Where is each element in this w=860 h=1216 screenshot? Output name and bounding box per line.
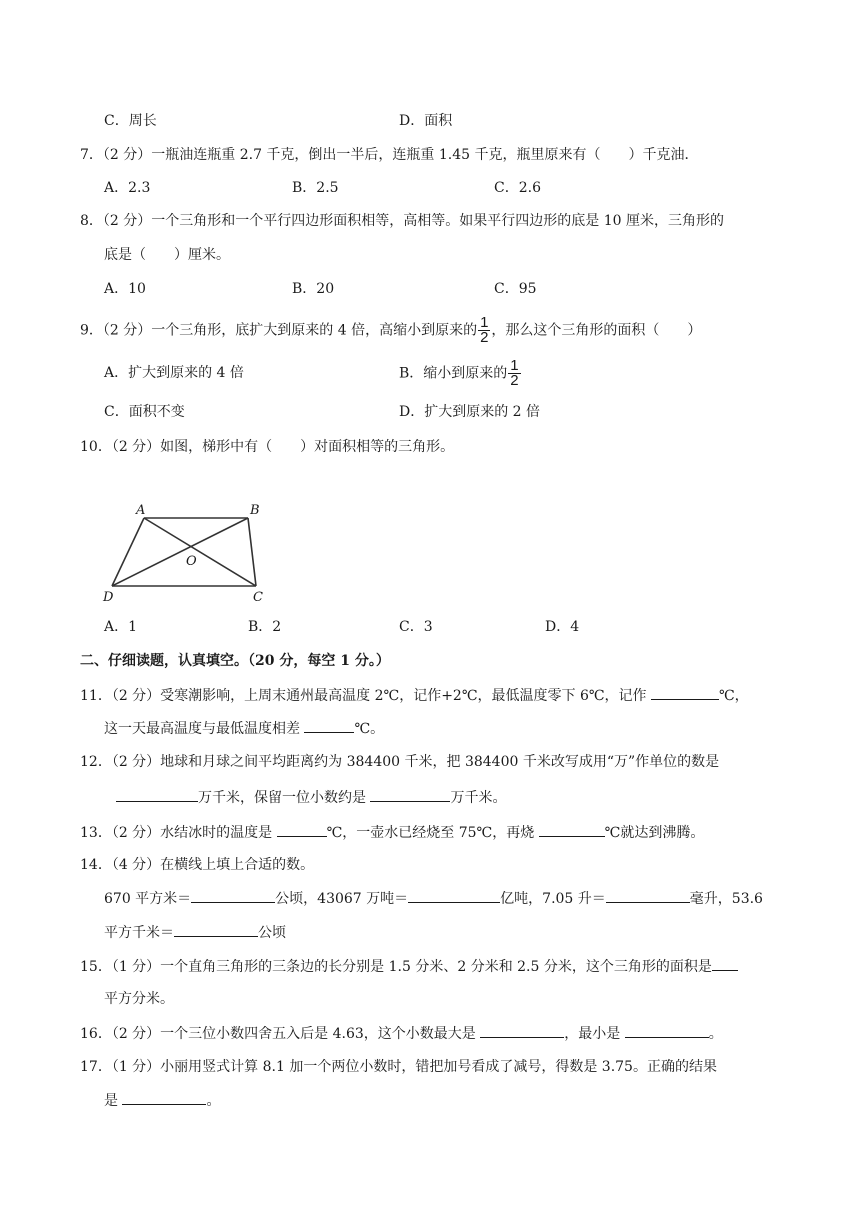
q10-option-d: D．4 [545,619,580,635]
q16-text-3: 。 [708,1026,723,1042]
q17-text-2: 。 [206,1093,221,1109]
q16-stem [80,1023,723,1044]
q11-unit: ℃， [718,688,749,704]
q17-text-1: 是 [104,1093,118,1109]
q14-text-b: 公顷，43067 万吨＝ [275,891,409,907]
q7-option-c: C．2.6 [494,180,541,196]
q8-stem-line2: 底是（ ）厘米。 [104,247,230,263]
answer-blank[interactable] [625,1023,709,1038]
q14-text-d: 毫升，53.6 [689,891,763,907]
q13-text-2: ℃，一壶水已经烧至 75℃，再烧 [326,825,535,841]
q10-option-a: A．1 [104,619,138,635]
q9-option-b-text: B．缩小到原来的 [399,365,508,382]
q12-line1: 12．（2 分）地球和月球之间平均距离约为 384400 千米，把 384400 千米改写成用“万”作单位的数是 [80,754,720,770]
q16-text-1: 16．（2 分）一个三位小数四舍五入后是 4.63，这个小数最大是 [80,1026,476,1042]
q14-text-a: 670 平方米＝ [104,891,192,907]
q11-line1 [80,685,749,706]
q17-line2 [104,1090,220,1111]
answer-blank[interactable] [539,822,605,837]
q12-line2-unit: 万千米。 [450,790,507,806]
vertex-label-b: B [250,503,260,518]
q10-option-c: C．3 [399,619,433,635]
diagonal-ac [144,518,256,586]
q14-text-e: 平方千米＝ [104,925,174,941]
answer-blank[interactable] [277,822,327,837]
intersection-label-o: O [186,554,197,569]
answer-blank[interactable] [651,685,719,700]
fraction-numerator: 1 [510,357,519,374]
trapezoid-figure [100,497,270,607]
q9-option-d: D．扩大到原来的 2 倍 [399,404,541,420]
q7-option-b: B．2.5 [292,180,339,196]
q11-line2-text: 这一天最高温度与最低温度相差 [104,721,300,737]
q6-option-d: D．面积 [399,113,453,129]
answer-blank[interactable] [174,922,258,937]
q7-stem: 7．（2 分）一瓶油连瓶重 2.7 千克，倒出一半后，连瓶重 1.45 千克，瓶里原来有（ ）千克油． [80,147,699,163]
q12-line2 [116,787,506,808]
q15-line1 [80,956,738,977]
answer-blank[interactable] [480,1023,564,1038]
answer-blank[interactable] [408,888,500,903]
q12-line2-text: 万千米，保留一位小数约是 [198,790,366,806]
answer-blank[interactable] [304,718,354,733]
diagonal-bd [112,518,248,586]
answer-blank[interactable] [370,787,450,802]
q8-option-c: C．95 [494,281,537,297]
q9-stem-part1: 9．（2 分）一个三角形，底扩大到原来的 4 倍，高缩小到原来的 [80,322,478,339]
q15-line2: 平方分米。 [104,991,174,1007]
answer-blank[interactable] [122,1090,206,1105]
vertex-label-c: C [253,590,263,605]
q14-line3 [104,922,286,943]
q9-option-b [399,359,522,388]
q9-stem [80,316,701,345]
q9-option-a: A．扩大到原来的 4 倍 [104,365,244,381]
vertex-label-d: D [103,590,114,605]
fraction-one-half [508,359,520,388]
q13-text-3: ℃就达到沸腾。 [604,825,705,841]
q14-text-f: 公顷 [258,925,286,941]
q15-text: 15．（1 分）一个直角三角形的三条边的长分别是 1.5 分米、2 分米和 2.5 分米，这个三角形的面积是 [80,959,712,975]
q7-option-a: A．2.3 [104,180,151,196]
q16-text-2: ，最小是 [564,1026,621,1042]
q11-line1-text: 11．（2 分）受寒潮影响，上周末通州最高温度 2℃，记作+2℃，最低温度零下 6℃，记作 [80,688,647,704]
q8-stem-line1: 8．（2 分）一个三角形和一个平行四边形面积相等，高相等。如果平行四边形的底是 10 厘米，三角形的 [80,213,724,229]
q8-option-a: A．10 [104,281,146,297]
answer-blank[interactable] [191,888,275,903]
fraction-one-half [478,316,490,345]
vertex-label-a: A [136,503,146,518]
segment-da [112,518,144,586]
q13-text-1: 13．（2 分）水结冰时的温度是 [80,825,273,841]
answer-blank[interactable] [606,888,690,903]
q14-line1: 14．（4 分）在横线上填上合适的数。 [80,857,315,873]
q9-stem-part2: ，那么这个三角形的面积（ ） [491,322,702,339]
q8-option-b: B．20 [292,281,335,297]
q17-line1: 17．（1 分）小丽用竖式计算 8.1 加一个两位小数时，错把加号看成了减号，得数是 3.75。正确的结果 [80,1059,717,1075]
section-heading: 二、仔细读题，认真填空。（20 分，每空 1 分。） [80,653,390,669]
q10-stem: 10．（2 分）如图，梯形中有（ ）对面积相等的三角形。 [80,439,455,455]
fraction-denominator: 2 [510,372,519,389]
answer-blank[interactable] [116,787,198,802]
q11-unit: ℃。 [354,721,385,737]
q14-line2 [104,888,763,909]
q6-option-c: C．周长 [104,113,157,129]
q14-text-c: 亿吨，7.05 升＝ [500,891,606,907]
q9-option-c: C．面积不变 [104,404,185,420]
fraction-numerator: 1 [480,314,489,331]
q13-stem [80,822,704,843]
fraction-denominator: 2 [480,329,489,346]
answer-blank[interactable] [712,956,738,971]
segment-bc [248,518,256,586]
q10-option-b: B．2 [248,619,282,635]
q11-line2 [104,718,384,739]
